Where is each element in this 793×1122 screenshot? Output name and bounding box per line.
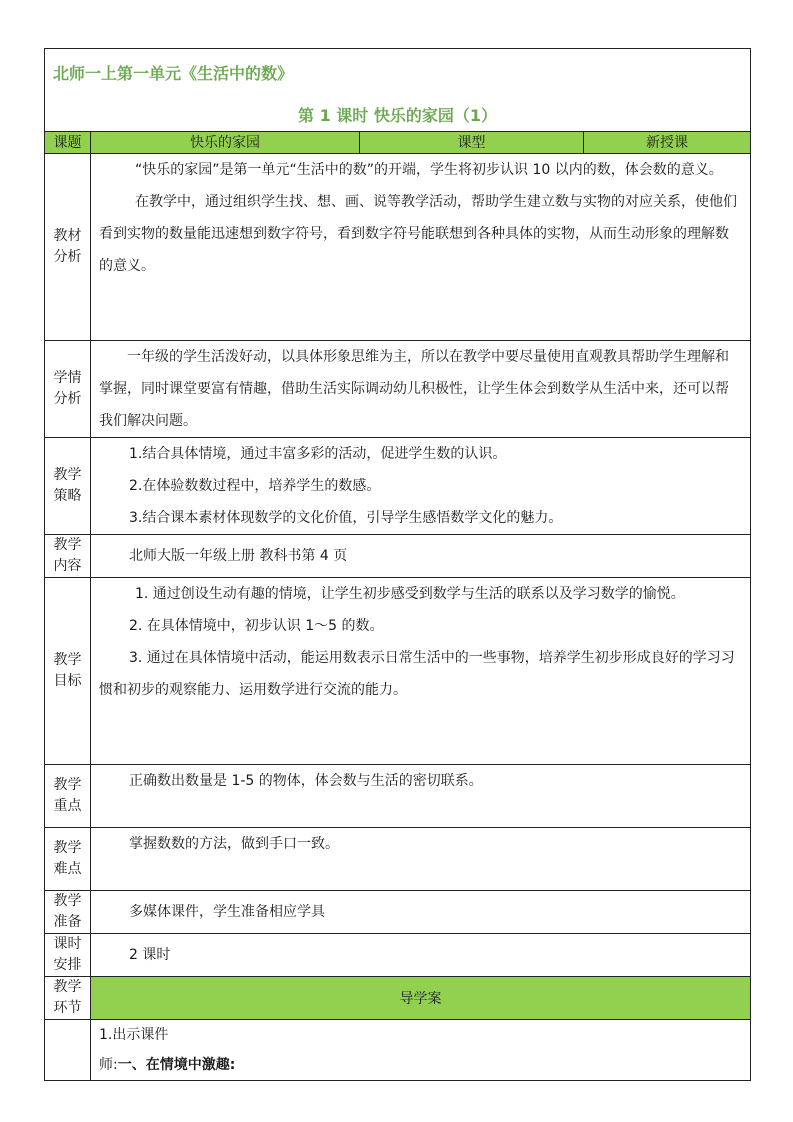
lesson-plan-table	[44, 48, 751, 1081]
difficulties-text: 掌握数数的方法，做到手口一致。	[91, 828, 751, 891]
procedure-body-row	[45, 1020, 751, 1081]
content-text: 北师大版一年级上册 教科书第 4 页	[91, 535, 751, 578]
procedure-header: 导学案	[91, 977, 751, 1020]
procedure-header-row	[45, 977, 751, 1020]
topic-value: 快乐的家园	[91, 132, 360, 154]
procedure-label-cell	[45, 1020, 91, 1081]
section-label: 课时 安排	[45, 934, 91, 977]
procedure-line-1: 1.出示课件	[99, 1027, 169, 1043]
objectives-row	[45, 578, 751, 765]
strategy-row	[45, 438, 751, 535]
section-label: 教学 策略	[45, 438, 91, 535]
section-label: 教学 准备	[45, 891, 91, 934]
section-label: 教学 环节	[45, 977, 91, 1020]
section-label: 教学 难点	[45, 828, 91, 891]
student-analysis-text: 一年级的学生活泼好动，以具体形象思维为主，所以在教学中要尽量使用直观教具帮助学生理解和掌握，同时课堂要富有情趣，借助生活实际调动幼儿积极性，让学生体会到数学从生活中来，还可以帮我们解决问题。	[91, 341, 751, 438]
schedule-row	[45, 934, 751, 977]
procedure-body	[91, 1020, 751, 1081]
type-value: 新授课	[584, 132, 751, 154]
topic-label: 课题	[45, 132, 91, 154]
section-label: 教学 内容	[45, 535, 91, 578]
textbook-analysis-text: “快乐的家园”是第一单元“生活中的数”的开端，学生将初步认识 10 以内的数，体会数的意义。 在教学中，通过组织学生找、想、画、说等教学活动，帮助学生建立数与实物的对应关系，使他们看到实物的数量能迅速想到数字符号，看到数字符号能联想到各种具体的实物，从而生动形象的理解数的意义。	[91, 154, 751, 341]
title-cell	[45, 49, 751, 132]
strategy-list: 1.结合具体情境，通过丰富多彩的活动，促进学生数的认识。 2.在体验数数过程中，培养学生的数感。 3.结合课本素材体现数学的文化价值，引导学生感悟数学文化的魅力。	[91, 438, 751, 535]
key-points-row	[45, 765, 751, 828]
key-points-text: 正确数出数量是 1-5 的物体，体会数与生活的密切联系。	[91, 765, 751, 828]
textbook-analysis-row	[45, 154, 751, 341]
student-analysis-row	[45, 341, 751, 438]
schedule-text: 2 课时	[91, 934, 751, 977]
title-row	[45, 49, 751, 132]
lesson-plan-sheet	[44, 48, 750, 1081]
section-label: 教材 分析	[45, 154, 91, 341]
difficulties-row	[45, 828, 751, 891]
content-row	[45, 535, 751, 578]
section-label: 学情 分析	[45, 341, 91, 438]
type-label: 课型	[360, 132, 584, 154]
procedure-line-2: 师:一、在情境中激趣:	[99, 1057, 236, 1073]
preparation-row	[45, 891, 751, 934]
section-label: 教学 重点	[45, 765, 91, 828]
preparation-text: 多媒体课件，学生准备相应学具	[91, 891, 751, 934]
objectives-list: 1. 通过创设生动有趣的情境，让学生初步感受到数学与生活的联系以及学习数学的愉悦。 2. 在具体情境中，初步认识 1～5 的数。 3. 通过在具体情境中活动，能运用数表示日常生活中的一些事物，培养学生初步形成良好的学习习惯和初步的观察能力、运用数学进行交流的能力。	[91, 578, 751, 765]
unit-title: 北师一上第一单元《生活中的数》	[53, 64, 294, 83]
section-label: 教学 目标	[45, 578, 91, 765]
info-row	[45, 132, 751, 154]
lesson-title: 第 1 课时 快乐的家园（1）	[298, 106, 497, 125]
